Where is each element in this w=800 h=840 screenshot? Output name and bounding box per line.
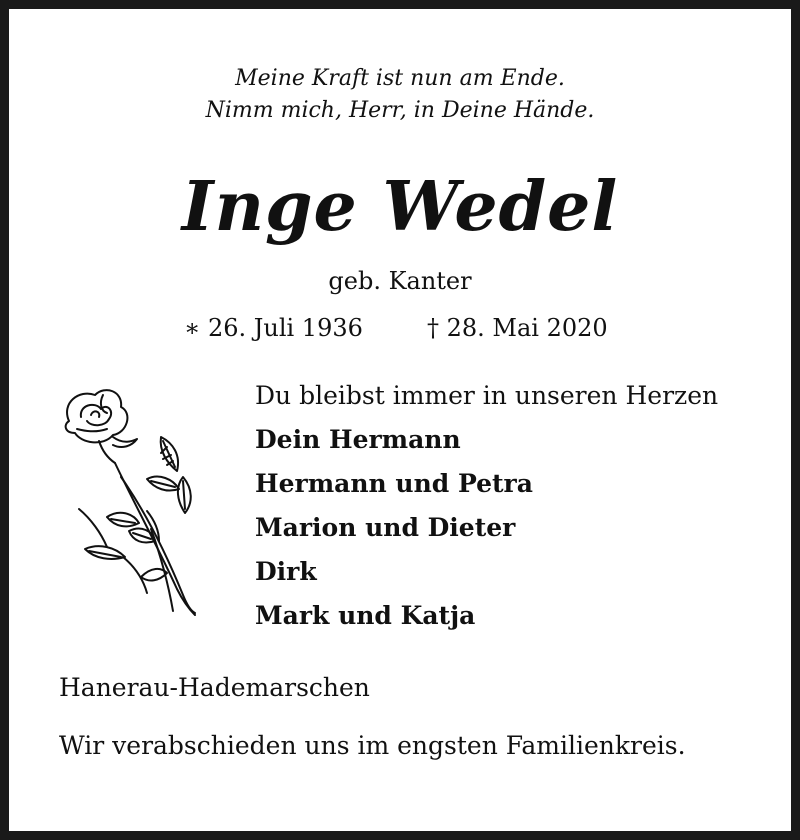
verse-line-2: Nimm mich, Herr, in Deine Hände. (205, 98, 595, 123)
mourner-3: Marion und Dieter (255, 513, 516, 542)
farewell-note: Wir verabschieden uns im engsten Familienkreis. (59, 731, 686, 760)
deceased-name: Inge Wedel (181, 167, 619, 247)
birth-date: ∗ 26. Juli 1936 (184, 314, 363, 342)
mourner-2: Hermann und Petra (255, 469, 533, 498)
mourner-5: Mark und Katja (255, 601, 476, 630)
death-date: † 28. Mai 2020 (427, 314, 608, 342)
mourners-intro: Du bleibst immer in unseren Herzen (255, 381, 719, 410)
verse-line-1: Meine Kraft ist nun am Ende. (235, 66, 565, 91)
birth-name: geb. Kanter (328, 267, 472, 295)
mourner-1: Dein Hermann (255, 425, 461, 454)
mourner-4: Dirk (255, 557, 317, 586)
rose-icon (55, 381, 225, 621)
location: Hanerau-Hademarschen (59, 673, 370, 702)
